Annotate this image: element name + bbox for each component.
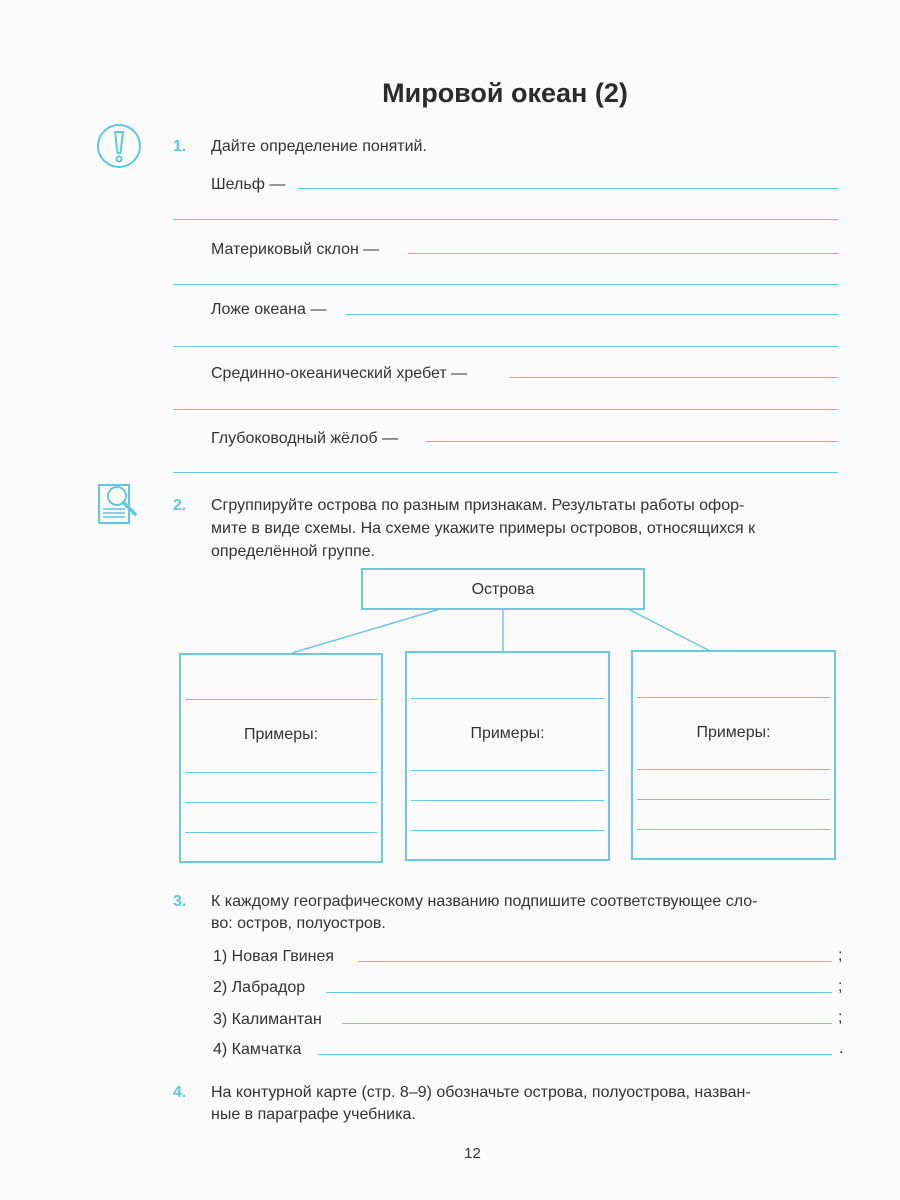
item-separator: ; xyxy=(838,947,843,964)
examples-label: Примеры: xyxy=(243,726,319,743)
term-continental-slope: Материковый склон — xyxy=(211,241,380,258)
answer-line[interactable] xyxy=(185,699,377,700)
task3-prompt-line: во: остров, полуостров. xyxy=(211,915,386,932)
answer-line[interactable] xyxy=(637,769,830,770)
term-deep-sea-trench: Глубоководный жёлоб — xyxy=(211,430,398,447)
answer-line[interactable] xyxy=(318,1054,832,1055)
examples-label: Примеры: xyxy=(470,725,545,742)
task3-item: 3) Калимантан xyxy=(213,1011,322,1028)
answer-line[interactable] xyxy=(411,770,604,771)
answer-line[interactable] xyxy=(342,1023,832,1024)
task3-number: 3. xyxy=(173,893,187,910)
answer-line[interactable] xyxy=(185,832,377,833)
task2-prompt-line: Сгруппируйте острова по разным признакам. Результаты работы офор- xyxy=(211,497,745,514)
scheme-root-label: Острова xyxy=(471,581,535,598)
answer-line[interactable] xyxy=(358,961,832,962)
examples-label: Примеры: xyxy=(696,724,771,741)
task4-number: 4. xyxy=(173,1084,187,1101)
task3-item: 1) Новая Гвинея xyxy=(213,948,335,965)
task3-item: 2) Лабрадор xyxy=(213,979,306,996)
task4-prompt-line: ные в параграфе учебника. xyxy=(211,1106,416,1123)
task4-prompt-line: На контурной карте (стр. 8–9) обозначьте острова, полуострова, назван- xyxy=(211,1084,751,1101)
item-separator: ; xyxy=(838,1009,843,1026)
task2-number: 2. xyxy=(173,497,187,514)
answer-line[interactable] xyxy=(411,698,604,699)
task1-prompt: Дайте определение понятий. xyxy=(211,138,427,155)
scheme-root-box xyxy=(361,568,645,610)
answer-line[interactable] xyxy=(326,992,832,993)
page-number: 12 xyxy=(464,1145,481,1162)
item-separator: ; xyxy=(838,978,843,995)
answer-line[interactable] xyxy=(185,772,377,773)
item-separator: . xyxy=(839,1040,844,1057)
task3-item: 4) Камчатка xyxy=(213,1041,302,1058)
term-ocean-floor: Ложе океана — xyxy=(211,301,327,318)
task2-prompt-line: определённой группе. xyxy=(211,543,376,560)
answer-line[interactable] xyxy=(185,802,377,803)
answer-line[interactable] xyxy=(411,800,604,801)
answer-line[interactable] xyxy=(637,829,830,830)
answer-line[interactable] xyxy=(411,830,604,831)
task1-number: 1. xyxy=(173,138,187,155)
page-title: Мировой океан (2) xyxy=(382,78,628,108)
task2-prompt-line: мите в виде схемы. На схеме укажите примеры островов, относящихся к xyxy=(211,520,756,537)
task3-prompt-line: К каждому географическому названию подпишите соответствующее сло- xyxy=(211,893,758,910)
term-shelf: Шельф — xyxy=(211,176,286,193)
answer-line[interactable] xyxy=(637,697,830,698)
term-mid-ocean-ridge: Срединно-океанический хребет — xyxy=(211,365,468,382)
answer-line[interactable] xyxy=(637,799,830,800)
